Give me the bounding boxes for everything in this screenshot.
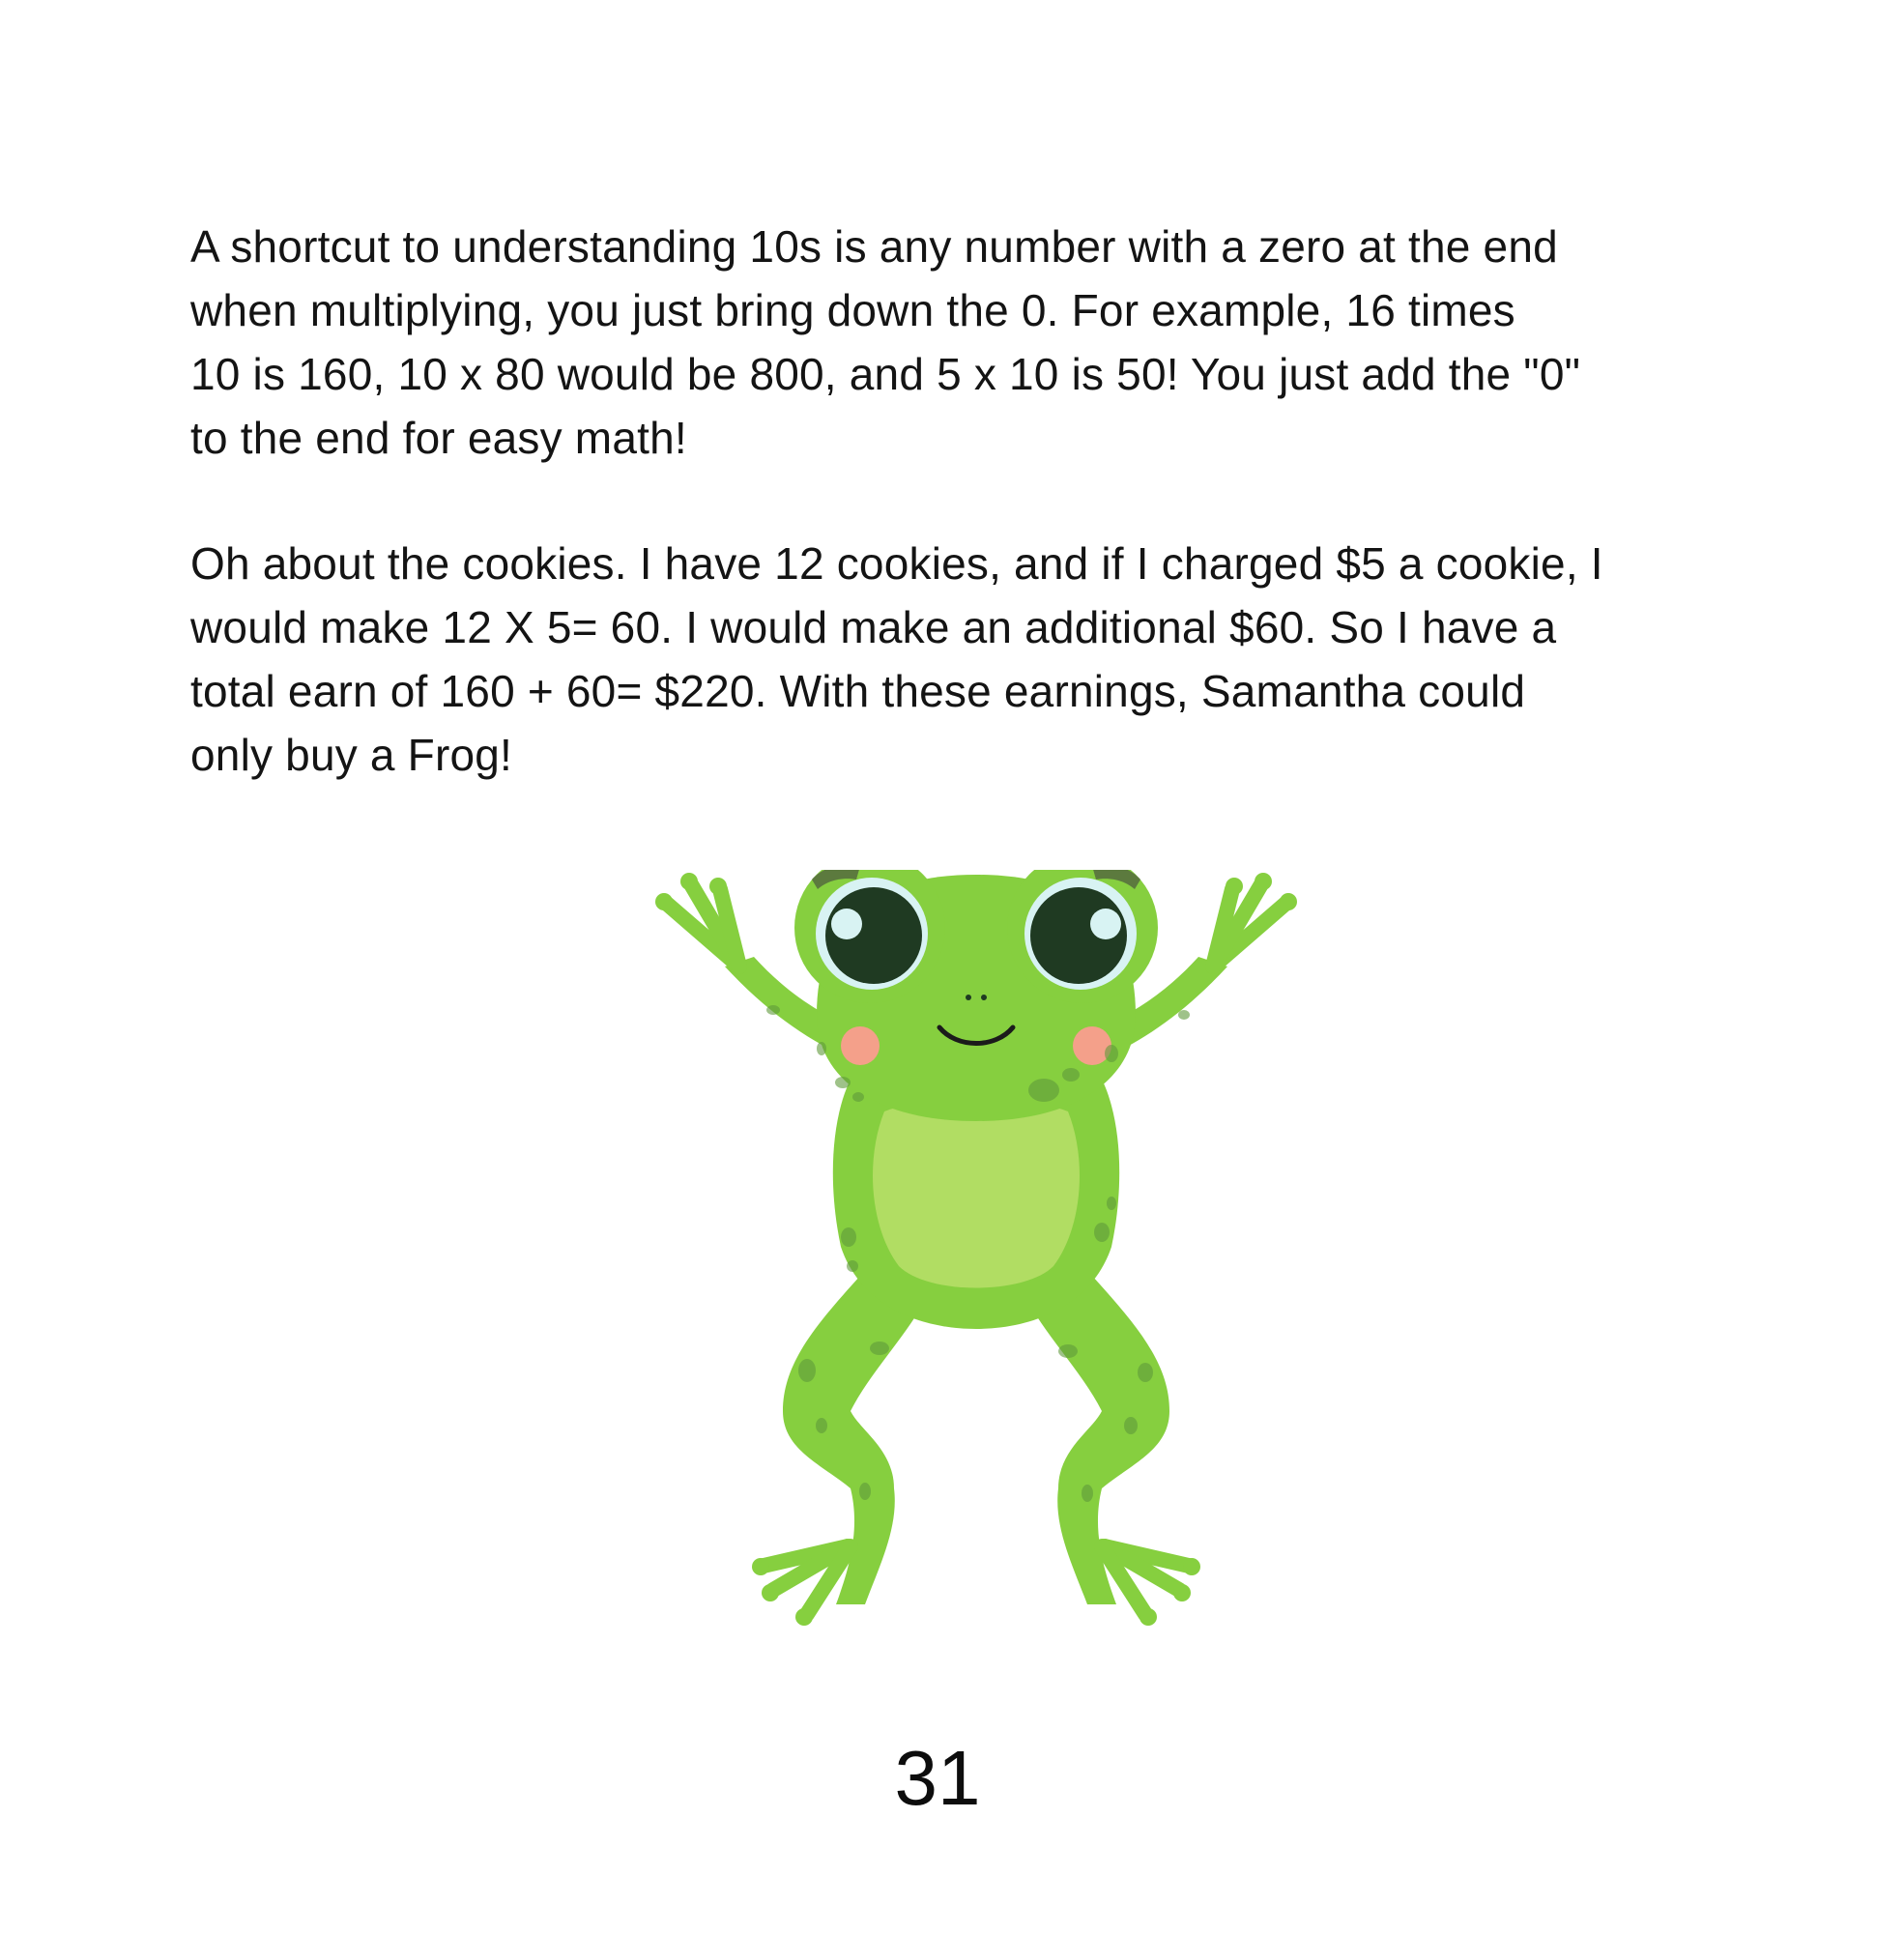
text-line: would make 12 X 5= 60. I would make an additional $60. So I have a <box>190 602 1557 652</box>
text-line: total earn of 160 + 60= $220. With these earnings, Samantha could <box>190 666 1526 716</box>
page-number: 31 <box>894 1735 981 1821</box>
text-line: 10 is 160, 10 x 80 would be 800, and 5 x 10 is 50! You just add the "0" <box>190 349 1581 399</box>
paragraph-tens-shortcut <box>190 215 1737 470</box>
paragraph-cookies <box>190 532 1737 787</box>
frog-icon <box>655 870 1297 1626</box>
frog-illustration <box>619 870 1334 1643</box>
text-line: Oh about the cookies. I have 12 cookies, and if I charged $5 a cookie, I <box>190 538 1603 589</box>
text-line: A shortcut to understanding 10s is any number with a zero at the end <box>190 221 1558 272</box>
text-line: only buy a Frog! <box>190 730 513 780</box>
text-line: when multiplying, you just bring down the 0. For example, 16 times <box>190 285 1515 335</box>
text-line: to the end for easy math! <box>190 413 687 463</box>
